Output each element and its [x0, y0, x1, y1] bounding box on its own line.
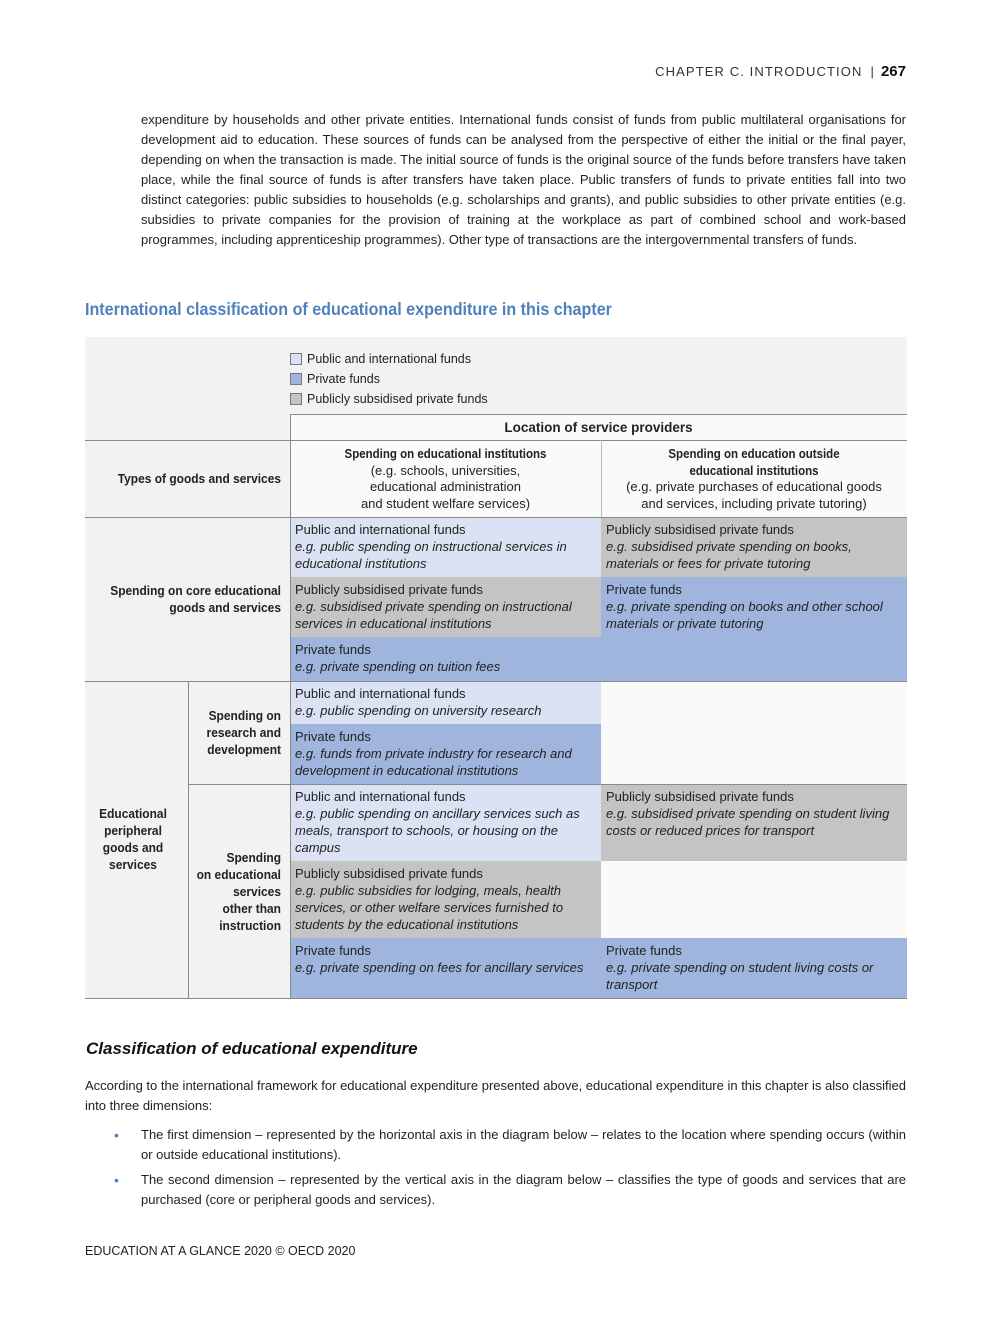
grid-line	[290, 414, 907, 415]
cell-ancillary-subsidised-institutions	[290, 861, 601, 938]
col1-line: educational administration	[369, 479, 522, 494]
cell-core-subsidised-institutions	[290, 577, 601, 637]
cell-example: e.g. private spending on tuition fees	[295, 659, 501, 674]
core-label-line: goods and services	[169, 600, 281, 615]
col-header-outside	[601, 440, 907, 517]
rd-label-line: Spending on	[208, 708, 281, 723]
classification-paragraph: According to the international framework for educational expenditure presented above, educational expenditure in this chapter is also classified into three dimensions:	[85, 1078, 906, 1113]
bullet-icon: •	[114, 1127, 119, 1143]
subsection-title: Classification of educational expenditure	[86, 1039, 418, 1058]
legend-item-public	[290, 351, 471, 367]
other-services-label	[196, 849, 281, 934]
rd-label-line: development	[207, 742, 281, 757]
cell-ancillary-subsidised-outside	[601, 784, 907, 861]
rd-label	[196, 707, 281, 758]
other-label-line: on educational	[196, 867, 281, 882]
cell-ancillary-private-outside	[601, 938, 907, 999]
legend-label-subsidised: Publicly subsidised private funds	[307, 392, 488, 406]
cell-core-private-outside	[601, 577, 907, 681]
dimension-list	[85, 1125, 906, 1215]
location-header-cell	[290, 414, 907, 440]
list-item-text: The second dimension – represented by the vertical axis in the diagram below – classifies the type of goods and services that are purchased (core or peripheral goods and services).	[141, 1172, 906, 1207]
cell-rd-private	[290, 724, 601, 784]
other-label-line: instruction	[219, 918, 281, 933]
cell-head: Publicly subsidised private funds	[606, 522, 794, 537]
legend-item-subsidised	[290, 391, 488, 407]
legend-label-private: Private funds	[307, 372, 380, 386]
cell-rd-outside-empty	[601, 681, 907, 784]
cell-core-subsidised-outside	[601, 517, 907, 577]
cell-head: Publicly subsidised private funds	[606, 789, 794, 804]
grid-line	[290, 414, 291, 999]
types-label: Types of goods and services	[117, 471, 282, 486]
legend-swatch-private	[290, 373, 302, 385]
legend-item-private	[290, 371, 380, 387]
core-label-line: Spending on core educational	[110, 583, 281, 598]
col2-title: Spending on education outside	[668, 447, 840, 461]
grid-line	[188, 681, 189, 999]
col-header-institutions	[290, 440, 601, 517]
col2-line: and services, including private tutoring)	[641, 495, 867, 511]
cell-example: e.g. public subsidies for lodging, meals, health services, or other welfare services furnished to students by the educational institutions	[295, 883, 564, 932]
grid-line	[85, 998, 907, 999]
footer: EDUCATION AT A GLANCE 2020 © OECD 2020	[85, 1244, 356, 1258]
col1-line: and student welfare services)	[360, 495, 531, 511]
bullet-icon: •	[114, 1172, 119, 1188]
cell-ancillary-outside-empty	[601, 861, 907, 938]
cell-core-private-institutions	[290, 637, 601, 681]
col2-title: educational institutions	[689, 463, 819, 478]
intro-paragraph: expenditure by households and other private entities. International funds consist of funds from public multilateral organisations for development aid to education. These sources of funds can be analysed from the perspective of either the initial or the final payer, depending on when the transaction is made. The initial source of funds is the original source of the funds before transfers have taken place, while the final source of funds is after transfers have taken place. Public transfers of funds to private entities fall into two distinct categories: public subsidies to households (e.g. scholarships and grants), and public subsidies to other private entities (e.g. subsidies to private companies for the provision of training at the workplace as part of combined school and work-based programmes, including apprenticeship programmes). Other type of transactions are the intergovernmental transfers of funds.	[141, 112, 906, 247]
section-title: International classification of educational expenditure in this chapter	[85, 299, 612, 319]
col2-line: (e.g. private purchases of educational goods	[626, 479, 882, 494]
cell-head: Publicly subsidised private funds	[295, 866, 483, 881]
cell-head: Private funds	[606, 582, 682, 597]
chapter-label: CHAPTER C. INTRODUCTION	[655, 64, 863, 79]
cell-ancillary-public	[290, 784, 601, 861]
legend-swatch-public	[290, 353, 302, 365]
peripheral-label	[91, 805, 176, 873]
peripheral-label-line: services	[109, 857, 157, 872]
cell-head: Private funds	[295, 642, 371, 657]
cell-example: e.g. subsidised private spending on instructional services in educational institutions	[295, 599, 572, 631]
cell-head: Public and international funds	[295, 789, 466, 804]
grid-line	[85, 440, 907, 441]
other-label-line: Spending	[226, 850, 281, 865]
page-number: 267	[880, 63, 906, 80]
cell-head: Public and international funds	[295, 686, 466, 701]
rd-label-line: research and	[206, 725, 281, 740]
list-item	[85, 1125, 906, 1165]
other-label-line: other than	[222, 901, 281, 916]
legend-label-public: Public and international funds	[307, 352, 472, 366]
col1-title: Spending on educational institutions	[344, 447, 547, 461]
peripheral-label-line: goods and	[102, 840, 164, 855]
grid-line	[85, 681, 907, 682]
grid-line	[85, 517, 907, 518]
peripheral-label-line: Educational	[99, 806, 167, 821]
cell-ancillary-private-institutions	[290, 938, 601, 999]
cell-example: e.g. funds from private industry for research and development in educational institutions	[295, 746, 572, 778]
legend-swatch-subsidised	[290, 393, 302, 405]
cell-head: Public and international funds	[295, 522, 466, 537]
header-separator: |	[870, 64, 875, 79]
peripheral-label-line: peripheral	[104, 823, 162, 838]
cell-example: e.g. private spending on books and other school materials or private tutoring	[606, 599, 883, 631]
other-label-line: services	[233, 884, 281, 899]
col1-line: (e.g. schools, universities,	[370, 462, 521, 478]
grid-line	[188, 784, 907, 785]
core-label	[110, 582, 281, 616]
cell-example: e.g. public spending on ancillary services such as meals, transport to schools, or housing on the campus	[295, 806, 580, 855]
cell-head: Private funds	[606, 943, 682, 958]
cell-head: Publicly subsidised private funds	[295, 582, 483, 597]
cell-head: Private funds	[295, 729, 371, 744]
cell-core-public-institutions	[290, 517, 601, 577]
cell-example: e.g. subsidised private spending on books, materials or fees for private tutoring	[606, 539, 852, 571]
cell-example: e.g. public spending on university research	[295, 703, 542, 718]
running-header	[655, 63, 906, 80]
cell-example: e.g. subsidised private spending on student living costs or reduced prices for transport	[606, 806, 890, 838]
cell-example: e.g. private spending on fees for ancillary services	[295, 960, 584, 975]
cell-example: e.g. private spending on student living costs or transport	[606, 960, 874, 992]
grid-line	[601, 440, 602, 517]
list-item	[85, 1170, 906, 1210]
location-header: Location of service providers	[504, 419, 693, 435]
classification-diagram	[85, 337, 907, 999]
cell-rd-public	[290, 681, 601, 724]
cell-head: Private funds	[295, 943, 371, 958]
cell-example: e.g. public spending on instructional services in educational institutions	[295, 539, 567, 571]
list-item-text: The first dimension – represented by the horizontal axis in the diagram below – relates to the location where spending occurs (within or outside educational institutions).	[141, 1127, 906, 1162]
